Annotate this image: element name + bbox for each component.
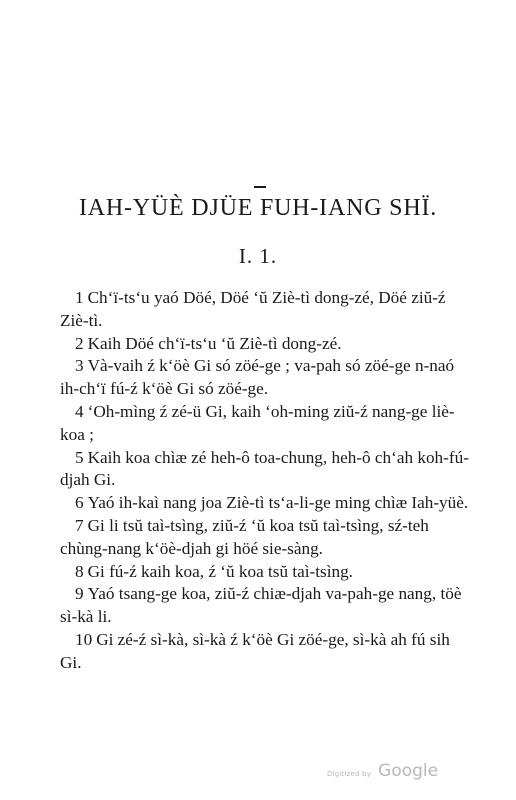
- verse-number: 3: [75, 356, 84, 376]
- verse-text: Yaó tsang-ge koa, ziŭ-ź chiæ-djah va-pah-ge nang, töè sì-kà li.: [60, 584, 462, 627]
- verse: [60, 287, 472, 333]
- title-overmark: [254, 186, 266, 188]
- verse: [60, 333, 472, 356]
- verse: [60, 447, 472, 493]
- google-wordmark: Google: [378, 761, 439, 781]
- verse-text: Gi zé-ź sì-kà, sì-kà ź k‘öè Gi zöé-ge, sì-kà ah fú sih Gi.: [60, 629, 450, 672]
- verse-number: 8: [75, 561, 84, 581]
- verse-text: Và-vaih ź k‘öè Gi só zöé-ge ; va-pah só zöé-ge n-naó ih-ch‘ï fú-ź k‘öè Gi só zöé-ge.: [60, 356, 455, 399]
- verse-number: 9: [75, 584, 84, 604]
- verse-text: Kaih Döé ch‘ï-ts‘u ‘ŭ Ziè-tì dong-zé.: [87, 333, 342, 353]
- verse: [60, 401, 472, 447]
- digitized-watermark: [327, 761, 438, 781]
- verse-text: ‘Oh-mìng ź zé-ü Gi, kaih ‘oh-ming ziŭ-ź nang-ge liè-koa ;: [60, 401, 455, 444]
- verse-number: 1: [75, 288, 84, 307]
- verse-text: Gi fú-ź kaih koa, ź ‘ŭ koa tsŭ taì-tsìng.: [87, 561, 353, 581]
- verse-text: Ch‘ï-ts‘u yaó Döé, Döé ‘ŭ Ziè-tì dong-zé, Döé ziŭ-ź Ziè-tì.: [60, 288, 446, 330]
- verse: [60, 515, 472, 561]
- verse-number: 2: [75, 333, 84, 353]
- verse: [60, 492, 472, 515]
- verse-number: 4: [75, 401, 84, 421]
- verse-number: 10: [75, 629, 93, 649]
- verse-number: 6: [75, 493, 84, 513]
- chapter-heading: I. 1.: [238, 244, 278, 268]
- page-title: IAH-YÜÈ DJÜE FUH-IANG SHÏ.: [78, 195, 438, 221]
- digitized-label: Digitized by: [327, 770, 372, 778]
- verse-list: [60, 287, 472, 675]
- verse-text: Gi li tsŭ taì-tsìng, ziŭ-ź ‘ŭ koa tsŭ taì-tsìng, sź-teh chùng-nang k‘öè-djah gi höé sie-sàng.: [60, 515, 429, 558]
- verse-text: Kaih koa chìæ zé heh-ô toa-chung, heh-ô ch‘ah koh-fú-djah Gi.: [60, 447, 469, 490]
- verse: [60, 629, 472, 675]
- verse-number: 7: [75, 515, 84, 535]
- verse: [60, 355, 472, 401]
- verse-text: Yaó ih-kaì nang joa Ziè-tì ts‘a-li-ge ming chìæ Iah-yüè.: [87, 493, 469, 513]
- verse: [60, 583, 472, 629]
- verse: [60, 561, 472, 584]
- verse-number: 5: [75, 447, 84, 467]
